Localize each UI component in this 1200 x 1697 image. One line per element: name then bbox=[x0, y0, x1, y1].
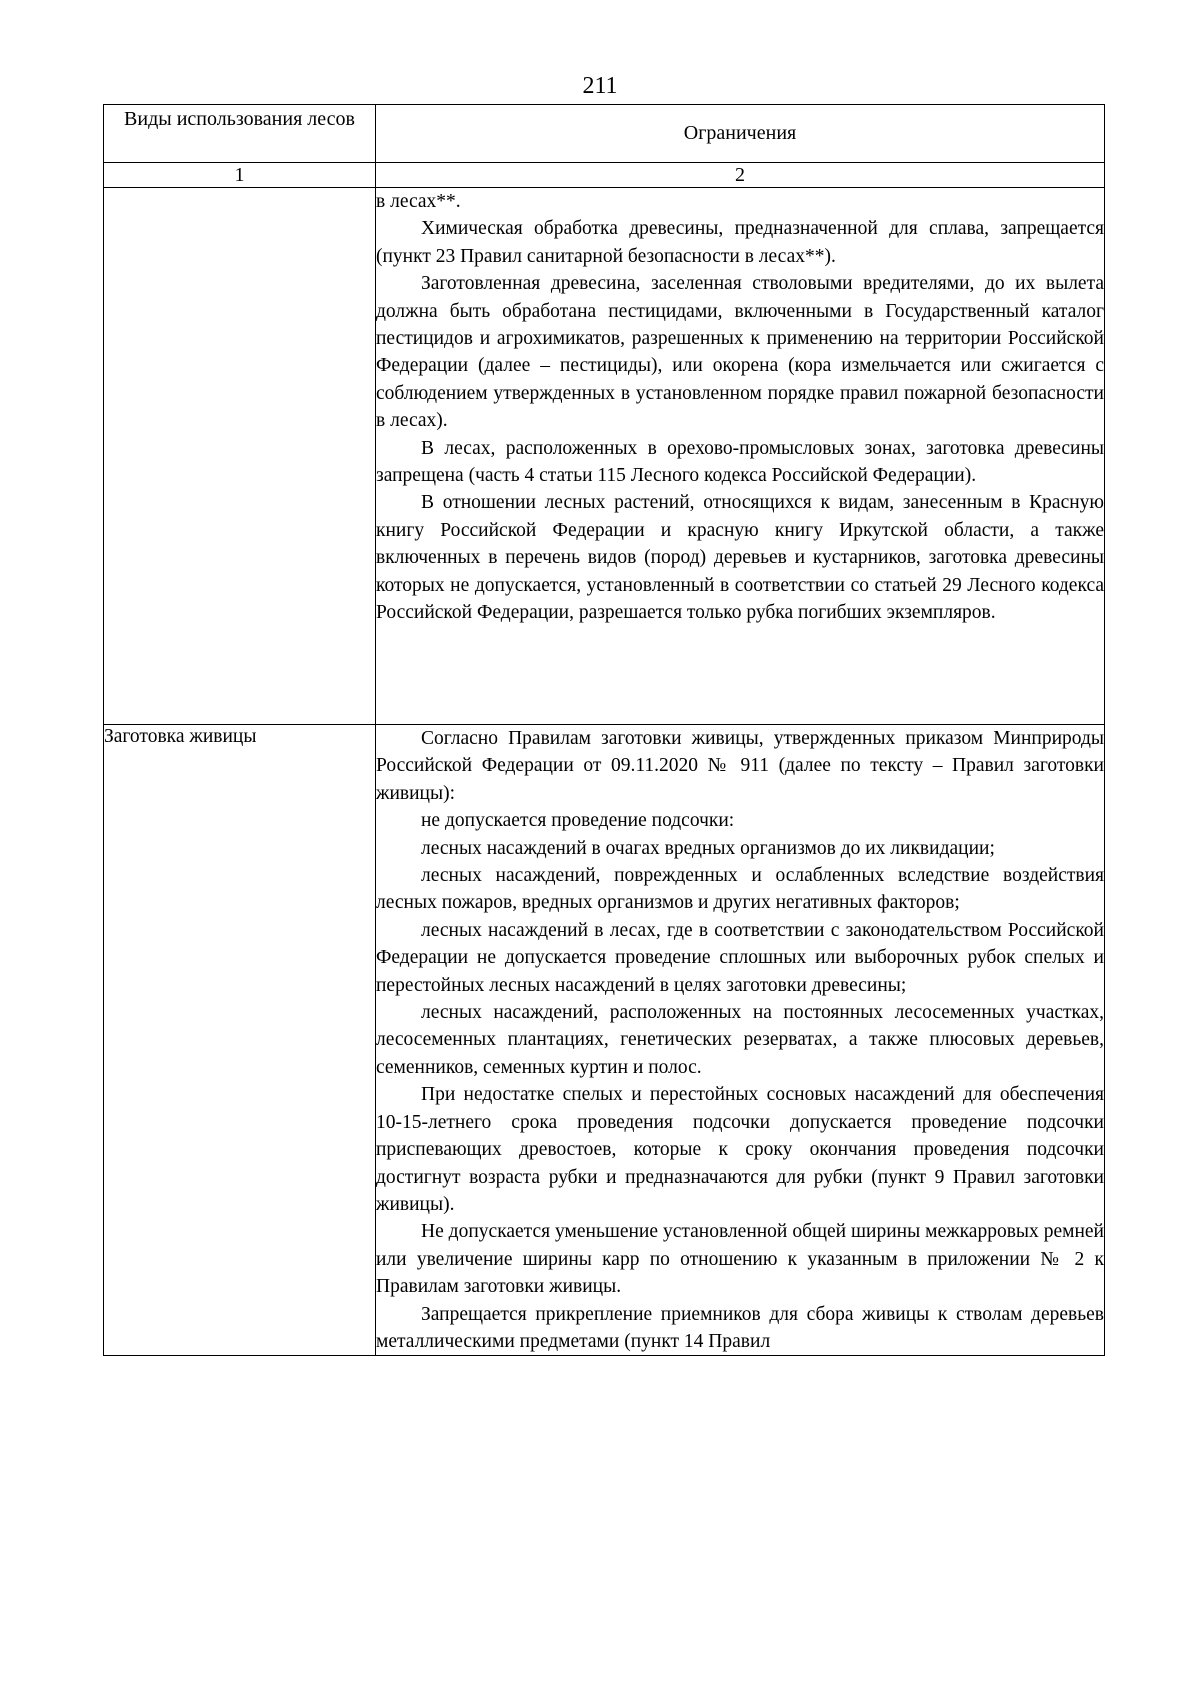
restriction-paragraph: лесных насаждений, поврежденных и ослабленных вследствие воздействия лесных пожаров, вредных организмов и других негативных факторов; bbox=[376, 865, 1104, 914]
column-number-2: 2 bbox=[376, 163, 1105, 188]
restriction-paragraph: Не допускается уменьшение установленной общей ширины межкарровых ремней или увеличение ширины карр по отношению к указанным в приложении № 2 к Правилам заготовки живицы. bbox=[376, 1221, 1104, 1298]
table-row bbox=[104, 188, 1105, 725]
restriction-paragraph: Запрещается прикрепление приемников для сбора живицы к стволам деревьев металлическими предметами (пункт 14 Правил bbox=[376, 1303, 1104, 1352]
header-restrictions: Ограничения bbox=[376, 105, 1105, 163]
column-number-row bbox=[104, 163, 1105, 188]
restriction-paragraph: лесных насаждений в лесах, где в соответствии с законодательством Российской Федерации не допускается проведение сплошных или выборочных рубок спелых и перестойных лесных насаждений в целях заготовки древесины; bbox=[376, 919, 1104, 996]
restrictions-cell bbox=[376, 188, 1105, 725]
restriction-paragraph: лесных насаждений, расположенных на постоянных лесосеменных участках, лесосеменных плантациях, генетических резерватах, а также плюсовых деревьев, семенников, семенных куртин и полос. bbox=[376, 1002, 1104, 1078]
restriction-paragraph: При недостатке спелых и перестойных сосновых насаждений для обеспечения 10-15-летнего срока проведения подсочки допускается проведение подсочки приспевающих древостоев, которые к сроку окончания проведения подсочки достигнут возраста рубки и предназначаются для рубки (пункт 9 Правил заготовки живицы). bbox=[376, 1084, 1104, 1215]
table-header-row bbox=[104, 105, 1105, 163]
restriction-paragraph: в лесах**. bbox=[376, 191, 461, 212]
restriction-paragraph: В лесах, расположенных в орехово-промысловых зонах, заготовка древесины запрещена (часть 4 статьи 115 Лесного кодекса Российской Федерации). bbox=[376, 437, 1104, 487]
forest-use-type-cell: Заготовка живицы bbox=[104, 725, 376, 1356]
table-row bbox=[104, 725, 1105, 1356]
column-number-1: 1 bbox=[104, 163, 376, 188]
page-number: 211 bbox=[582, 73, 618, 99]
restriction-paragraph: Химическая обработка древесины, предназначенной для сплава, запрещается (пункт 23 Правил санитарной безопасности в лесах**). bbox=[376, 218, 1104, 267]
restriction-paragraph: Заготовленная древесина, заселенная стволовыми вредителями, до их вылета должна быть обработана пестицидами, включенными в Государственный каталог пестицидов и агрохимикатов, разрешенных к применению на территории Российской Федерации (далее – пестициды), или окорена (кора измельчается или сжигается с соблюдением утвержденных в установленном порядке правил пожарной безопасности в лесах). bbox=[376, 273, 1104, 432]
restriction-paragraph: не допускается проведение подсочки: bbox=[421, 810, 735, 832]
header-forest-use-types: Виды использования лесов bbox=[104, 105, 376, 163]
restriction-paragraph: лесных насаждений в очагах вредных организмов до их ликвидации; bbox=[421, 837, 995, 859]
restrictions-cell bbox=[376, 725, 1105, 1356]
restriction-paragraph: Согласно Правилам заготовки живицы, утвержденных приказом Минприроды Российской Федерации от 09.11.2020 № 911 (далее по тексту – Правил заготовки живицы): bbox=[376, 728, 1104, 804]
restriction-paragraph: В отношении лесных растений, относящихся к видам, занесенным в Красную книгу Российской Федерации и красную книгу Иркутской области, а также включенных в перечень видов (пород) деревьев и кустарников, заготовка древесины которых не допускается, установленный в соответствии со статьей 29 Лесного кодекса Российской Федерации, разрешается только рубка погибших экземпляров. bbox=[376, 492, 1104, 624]
restrictions-table bbox=[103, 104, 1105, 1356]
forest-use-type-cell bbox=[104, 188, 376, 725]
